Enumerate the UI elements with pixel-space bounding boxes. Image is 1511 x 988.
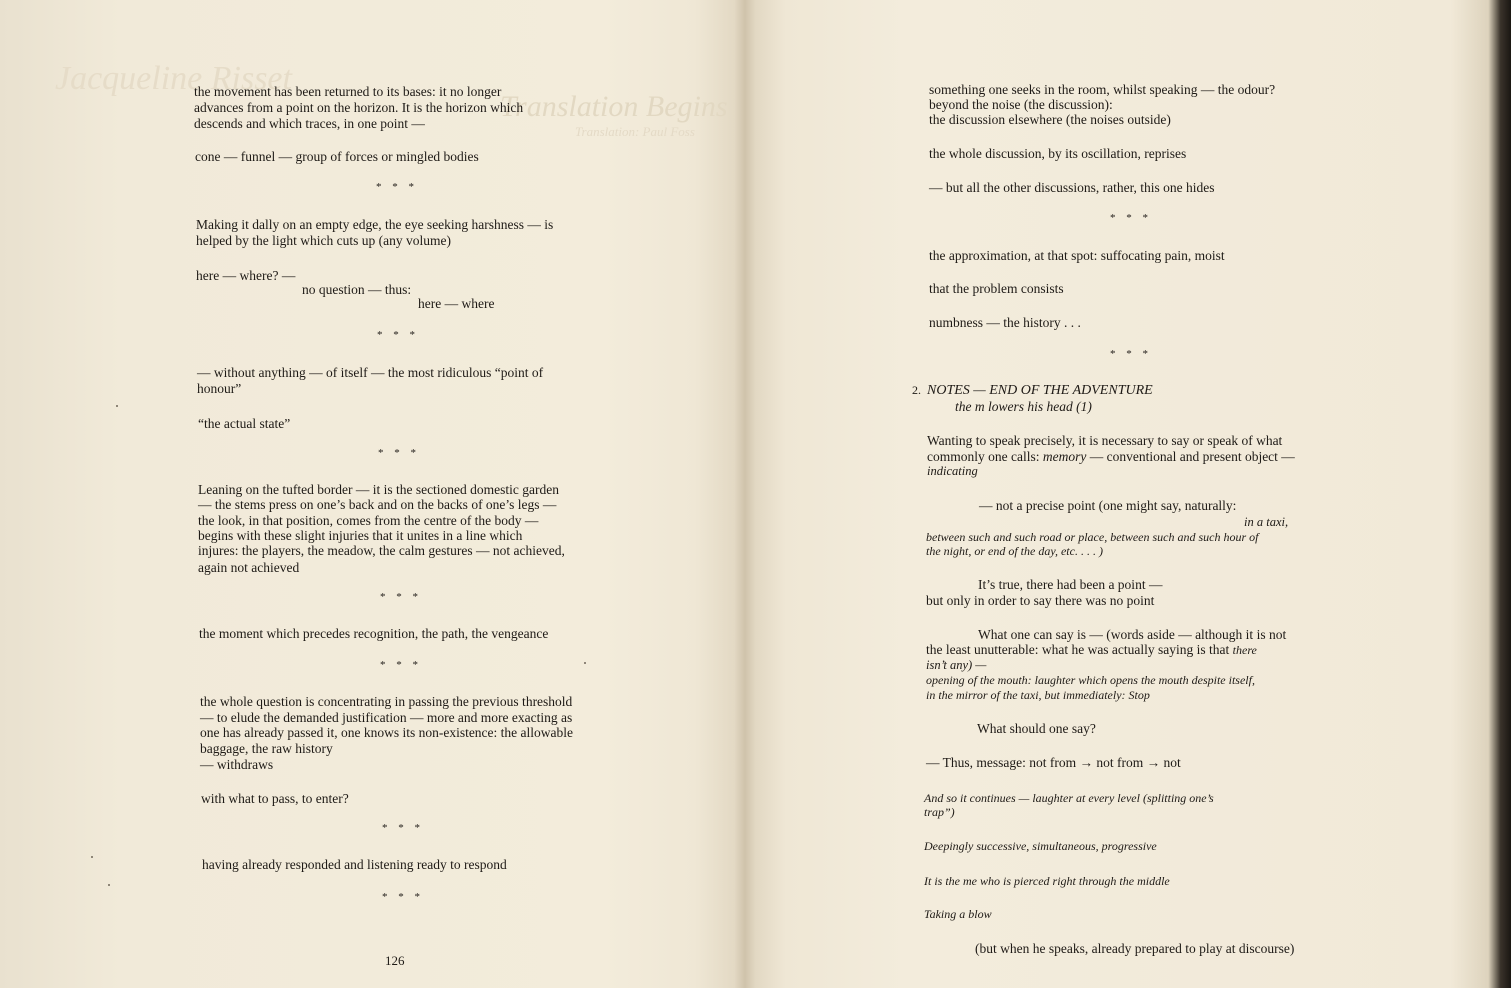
right-page [760,0,1500,988]
notes-number: 2. [912,383,921,397]
text-line: something one seeks in the room, whilst speaking — the odour? [929,82,1276,97]
text-line: between such and such road or place, between such and such hour of [926,530,1259,544]
text-line: What should one say? [977,721,1096,736]
text-line: helped by the light which cuts up (any volume) [196,233,451,248]
text-line: It’s true, there had been a point — [978,577,1163,592]
text-line: indicating [927,464,978,478]
text-line: the least unutterable: what he was actually saying is that there [926,642,1257,657]
text-line: but only in order to say there was no point [926,593,1155,608]
text-line: the whole question is concentrating in passing the previous threshold [200,694,573,709]
text-line: — without anything — of itself — the most ridiculous “point of [197,365,544,380]
speck [584,662,586,664]
notes-subheading: the m lowers his head (1) [955,399,1092,414]
text-line: And so it continues — laughter at every level (splitting one’s [924,791,1214,805]
text-line: — but all the other discussions, rather, this one hides [929,180,1215,195]
section-separator: * * * [376,181,418,193]
text-line: in a taxi, [1244,515,1289,529]
text-line: Leaning on the tufted border — it is the sectioned domestic garden [198,482,560,497]
section-separator: * * * [378,447,420,459]
text-line: What one can say is — (words aside — although it is not [978,627,1287,642]
text-line: here — where [418,296,495,311]
text-line: It is the me who is pierced right through the middle [924,874,1170,888]
text-line: again not achieved [198,560,300,575]
text-line: begins with these slight injuries that it unites in a line which [198,528,523,543]
text-line: trap”) [924,805,955,819]
text-line: baggage, the raw history [200,741,333,756]
section-separator: * * * [382,822,424,834]
text-line: the movement has been returned to its bases: it no longer [194,84,502,99]
text-line: isn’t any) — [926,658,987,672]
text-line: injures: the players, the meadow, the calm gestures — not achieved, [198,543,565,558]
text-line: Deepingly successive, simultaneous, progressive [924,839,1157,853]
text-line: the moment which precedes recognition, the path, the vengeance [199,626,549,641]
text-line: that the problem consists [929,281,1064,296]
ghost-translator: Translation: Paul Foss [575,124,695,139]
text-line: the look, in that position, comes from the centre of the body — [198,513,539,528]
section-separator: * * * [380,591,422,603]
left-page [0,0,745,988]
text-line: — withdraws [200,757,274,772]
speck [108,884,110,886]
text-line: advances from a point on the horizon. It is the horizon which [194,100,524,115]
text-line: — Thus, message: not from → not from → not [926,755,1181,770]
text-line: the night, or end of the day, etc. . . . ) [926,544,1103,558]
text-line: (but when he speaks, already prepared to play at discourse) [975,941,1295,956]
text-line: — the stems press on one’s back and on the backs of one’s legs — [198,497,557,512]
speck [116,405,118,407]
speck [91,856,93,858]
text-line: the whole discussion, by its oscillation, reprises [929,146,1187,161]
text-line: Wanting to speak precisely, it is necessary to say or speak of what [927,433,1283,448]
text-line: — to elude the demanded justification — more and more exacting as [200,710,573,725]
text-line: in the mirror of the taxi, but immediately: Stop [926,688,1150,702]
notes-title: NOTES — END OF THE ADVENTURE [927,383,1153,398]
text-line: honour” [197,381,242,396]
text-line: opening of the mouth: laughter which opens the mouth despite itself, [926,673,1255,687]
text-line: Making it dally on an empty edge, the eye seeking harshness — is [196,217,554,232]
text-line: having already responded and listening ready to respond [202,857,507,872]
section-separator: * * * [377,329,419,341]
text-line: numbness — the history . . . [929,315,1081,330]
text-line: one has already passed it, one knows its non-existence: the allowable [200,725,574,740]
text-line: beyond the noise (the discussion): [929,97,1113,112]
section-separator: * * * [380,659,422,671]
text-line: with what to pass, to enter? [201,791,349,806]
text-line: commonly one calls: memory — conventional and present object — [927,449,1295,464]
text-line: “the actual state” [198,416,291,431]
text-line: the discussion elsewhere (the noises outside) [929,112,1171,127]
text-line: the approximation, at that spot: suffocating pain, moist [929,248,1225,263]
section-separator: * * * [1110,348,1152,360]
page-number: 126 [385,953,405,968]
text-line: — not a precise point (one might say, naturally: [979,498,1237,513]
ghost-title: Translation Begins [500,90,728,123]
section-separator: * * * [1110,212,1152,224]
notes-heading [912,383,1153,399]
text-line: cone — funnel — group of forces or mingled bodies [195,149,479,164]
text-line: Taking a blow [924,907,992,921]
text-line: no question — thus: [302,282,412,297]
text-line: descends and which traces, in one point — [194,116,425,131]
ghost-author: Jacqueline Risset [55,60,292,97]
section-separator: * * * [382,891,424,903]
text-line: here — where? — [196,268,296,283]
